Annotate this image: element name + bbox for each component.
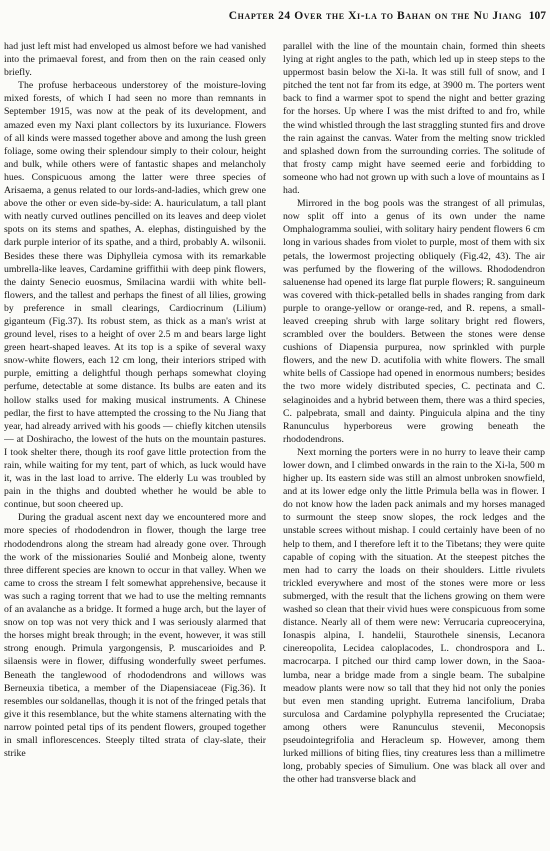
running-head: Chapter 24 Over the Xi-la to Bahan on the Nu Jiang bbox=[228, 10, 522, 22]
paragraph: Next morning the porters were in no hurry to leave their camp lower down, and I climbed onwards in the rain to the Xi-la, 500 m higher up. Its eastern side was still an almost unbroken snowfield, and at its lower edge only the little Primula bella was in flower. I do not know how the laden pack animals and my horses managed to surmount the steep snow slopes, the rock ledges and the unstable screes without mishap. I could certainly have been of no help to them, and I therefore left it to the Tibetans; they were quite capable of coping with the situation. At the steepest pitches the men had to carry the loads on their shoulders. Little rivulets trickled everywhere and most of the stones were more or less submerged, with the result that the lichens growing on them were washed so clean that their vivid hues were conspicuous from some distance. Nearly all of them were new: Verrucaria cupreoceryina, Ionaspis alpina, I. handelii, Staurothele sinensis, Lecanora cinereopolita, Lecidea caloplacodes, L. chondrospora and L. macrocarpa. I pitched our third camp lower down, in the Saoa-lumba, near a bridge made from a single beam. The subalpine meadow plants were now so tall that they hid not only the ponies but even men standing upright. Eutrema lancifolium, Draba surculosa and Cardamine polyphylla represented the Cruciatae; among others were Ranunculus stevenii, Meconopsis pseudointegrifolia and Heracleum sp. However, among them lurked millions of biting flies, tiny creatures less than a millimetre long, probably species of Simulium. One was black all over and the other had transverse black and bbox=[283, 446, 545, 786]
paragraph: The profuse herbaceous understorey of the moisture-loving mixed forests, of which I had seen no more than remnants in September 1915, was now at the peak of its development, and amazed even my Naxi plant collectors by its luxuriance. Flowers of all kinds were massed together above and among the lush green foliage, some owing their splendour simply to their colour, height and bulk, while others were of fantastic shapes and melancholy hues. Conspicuous among the latter were three species of Arisaema, a genus related to our lords-and-ladies, which grew one above the other or even side-by-side: A. hauriculatum, a tall plant with neatly curved outlines pencilled on its leaves and deep violet spots on its stems and spathes, A. elephas, distinguished by the dark purple interior of its spathe, and a third, probably A. wilsonii. Besides these there was Diphylleia cymosa with its remarkable umbrella-like leaves, Cardamine griffithii with deep pink flowers, the dainty Senecio euosmus, Smilacina wardii with white bell-flowers, and the tallest and perhaps the finest of all lilies, growing by preference in small clearings, Cardiocrinum (Lilium) giganteum (Fig.37). Its robust stem, as thick as a man's wrist at ground level, rises to a height of over 2.5 m and bears large light green heart-shaped leaves. At its top is a spike of several waxy snow-white flowers, each 12 cm long, their interiors striped with purple, emitting a delightful though perhaps somewhat cloying perfume, detectable at some distance. Its bulbs are eaten and its hollow stalks used for making musical instruments. A Chinese pedlar, the first to have attempted the crossing to the Nu Jiang that year, had already arrived with his goods — chiefly kitchen utensils — at Doshiracho, the lowest of the huts on the mountain pastures. I took shelter there, though its roof gave little protection from the rain, while waiting for my tent, part of which, as luck would have it, was in the last load to arrive. The elderly Lu was troubled by pain in the thighs and doubted whether he would be able to continue, but soon cheered up. bbox=[4, 80, 266, 511]
paragraph: had just left mist had enveloped us almost before we had vanished into the primaeval forest, and from then on the rain ceased only briefly. bbox=[4, 41, 266, 79]
right-text-column bbox=[283, 40, 545, 848]
page-number: 107 bbox=[528, 10, 546, 22]
paragraph: Mirrored in the bog pools was the strangest of all primulas, now split off into a genus of its own under the name Omphalogramma souliei, with solitary hairy pendent flowers 6 cm long in various shades from violet to purple, most of them with six petals, the lowermost projecting obliquely (Fig.42, 43). The air was perfumed by the flowering of the willows. Rhododendron saluenense had opened its large flat purple flowers; R. sanguineum was covered with thick-petalled bells in shades ranging from dark purple to orange-yellow or orange-red, and R. repens, a small-leaved creeping shrub with large solitary bright red flowers, scrambled over the boulders. Between the stones were dense cushions of Diapensia purpurea, now sprinkled with purple flowers, and the new D. acutifolia with white flowers. The small white bells of Cassiope had opened in enormous numbers; besides the two more widely distributed species, C. pectinata and C. selaginoides and a hybrid between them, there was a third species, C. palpebrata, small and dainty. Pinguicula alpina and the tiny Ranunculus hyperboreus were growing beneath the rhododendrons. bbox=[283, 198, 545, 445]
page-header bbox=[0, 10, 550, 28]
left-text-column bbox=[4, 40, 266, 848]
paragraph: During the gradual ascent next day we encountered more and more species of rhododendron in flower, though the large tree rhododendrons along the stream had already gone over. Through the work of the missionaries Soulié and Monbeig alone, twenty three different species are known to occur in that valley. When we came to cross the stream I felt somewhat apprehensive, because it was such a raging torrent that we had to use the melting remnants of an avalanche as a bridge. It formed a huge arch, but the layer of snow on top was not very thick and I was seriously alarmed that the horses might break through; in the event, however, it was still strong enough. Primula yargongensis, P. muscarioides and P. silaensis were in flower, diffusing wonderfully sweet perfumes. Beneath the tanglewood of rhododendrons and willows was Berneuxia tibetica, a member of the Diapensiaceae (Fig.36). It resembles our soldanellas, though it is not of the fringed petals that give it this resemblance, but the white stamens alternating with the narrow pointed petal tips of its pendent flowers, grouped together in small inflorescences. Steeply tilted strata of clay-slate, their strike bbox=[4, 512, 266, 760]
paragraph: parallel with the line of the mountain chain, formed thin sheets lying at right angles to the path, which led up in steep steps to the uppermost basin below the Xi-la. It was still full of snow, and I pitched the tent not far from its edge, at 3900 m. The porters went back to find a warmer spot to spend the night and better grazing for the horses. Up where I was the mist drifted to and fro, while the wind whistled through the last straggling stunted firs and drove the rain against the canvas. Water from the melting snow trickled and splashed down from the surrounding corries. The solitude of that frosty camp might have seemed eerie and forbidding to someone who had not grown up with such a love of mountains as I had. bbox=[283, 41, 545, 197]
